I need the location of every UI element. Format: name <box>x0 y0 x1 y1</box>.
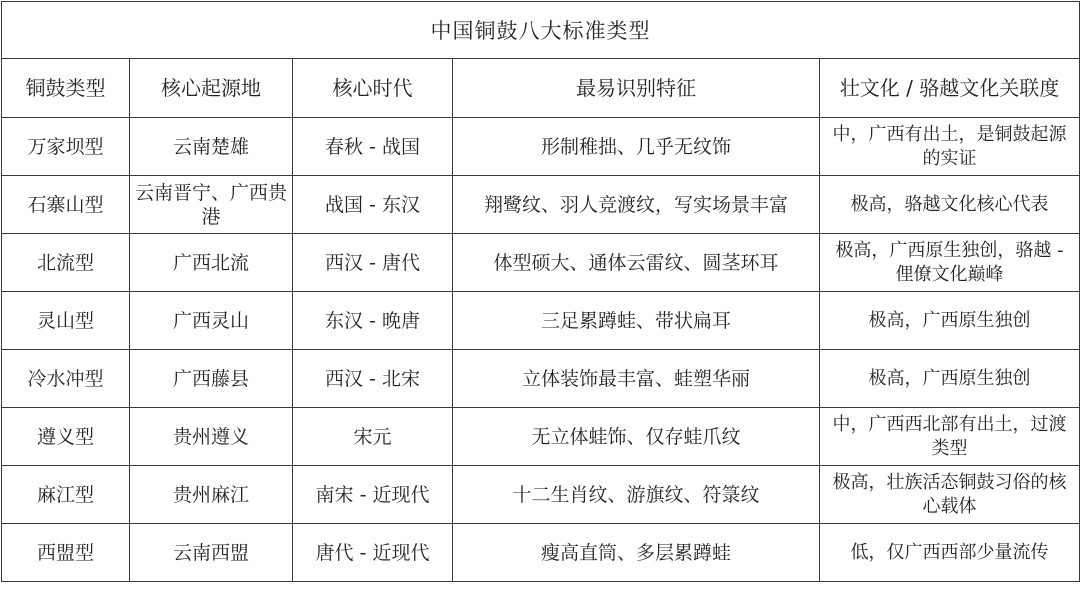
cell-drum-type: 西盟型 <box>2 524 130 582</box>
cell-relevance: 极高，广西原生独创 <box>820 350 1080 408</box>
header-drum-type: 铜鼓类型 <box>2 59 130 118</box>
cell-era: 唐代 - 近现代 <box>293 524 453 582</box>
table-row <box>2 524 1080 582</box>
cell-era: 西汉 - 唐代 <box>293 234 453 292</box>
cell-relevance: 极高，骆越文化核心代表 <box>820 176 1080 234</box>
cell-drum-type: 灵山型 <box>2 292 130 350</box>
cell-drum-type: 北流型 <box>2 234 130 292</box>
cell-origin: 贵州麻江 <box>130 466 293 524</box>
header-era: 核心时代 <box>293 59 453 118</box>
bronze-drum-table <box>1 1 1080 582</box>
cell-features: 三足累蹲蛙、带状扁耳 <box>453 292 820 350</box>
cell-drum-type: 麻江型 <box>2 466 130 524</box>
cell-origin: 广西藤县 <box>130 350 293 408</box>
cell-features: 立体装饰最丰富、蛙塑华丽 <box>453 350 820 408</box>
cell-drum-type: 万家坝型 <box>2 118 130 176</box>
cell-drum-type: 遵义型 <box>2 408 130 466</box>
table-title-row <box>2 2 1080 59</box>
cell-relevance: 极高，广西原生独创 <box>820 292 1080 350</box>
cell-era: 西汉 - 北宋 <box>293 350 453 408</box>
table-row <box>2 292 1080 350</box>
cell-relevance: 极高，壮族活态铜鼓习俗的核心载体 <box>820 466 1080 524</box>
cell-drum-type: 冷水冲型 <box>2 350 130 408</box>
table-row <box>2 408 1080 466</box>
cell-origin: 贵州遵义 <box>130 408 293 466</box>
header-origin: 核心起源地 <box>130 59 293 118</box>
header-features: 最易识别特征 <box>453 59 820 118</box>
header-relevance: 壮文化 / 骆越文化关联度 <box>820 59 1080 118</box>
table-header-row <box>2 59 1080 118</box>
table-row <box>2 466 1080 524</box>
cell-origin: 云南楚雄 <box>130 118 293 176</box>
table-row <box>2 234 1080 292</box>
table-row <box>2 176 1080 234</box>
cell-relevance: 中，广西有出土，是铜鼓起源的实证 <box>820 118 1080 176</box>
cell-relevance: 低，仅广西西部少量流传 <box>820 524 1080 582</box>
table-title: 中国铜鼓八大标准类型 <box>2 2 1080 59</box>
cell-features: 十二生肖纹、游旗纹、符箓纹 <box>453 466 820 524</box>
cell-era: 春秋 - 战国 <box>293 118 453 176</box>
cell-relevance: 极高，广西原生独创，骆越 - 俚僚文化巅峰 <box>820 234 1080 292</box>
cell-era: 南宋 - 近现代 <box>293 466 453 524</box>
cell-features: 瘦高直筒、多层累蹲蛙 <box>453 524 820 582</box>
cell-features: 无立体蛙饰、仅存蛙爪纹 <box>453 408 820 466</box>
table-row <box>2 118 1080 176</box>
cell-origin: 云南西盟 <box>130 524 293 582</box>
cell-features: 体型硕大、通体云雷纹、圆茎环耳 <box>453 234 820 292</box>
cell-origin: 广西灵山 <box>130 292 293 350</box>
cell-features: 形制稚拙、几乎无纹饰 <box>453 118 820 176</box>
cell-era: 宋元 <box>293 408 453 466</box>
cell-drum-type: 石寨山型 <box>2 176 130 234</box>
cell-origin: 云南晋宁、广西贵港 <box>130 176 293 234</box>
cell-era: 东汉 - 晚唐 <box>293 292 453 350</box>
cell-features: 翔鹭纹、羽人竞渡纹，写实场景丰富 <box>453 176 820 234</box>
cell-era: 战国 - 东汉 <box>293 176 453 234</box>
cell-relevance: 中，广西西北部有出土，过渡类型 <box>820 408 1080 466</box>
cell-origin: 广西北流 <box>130 234 293 292</box>
table-row <box>2 350 1080 408</box>
